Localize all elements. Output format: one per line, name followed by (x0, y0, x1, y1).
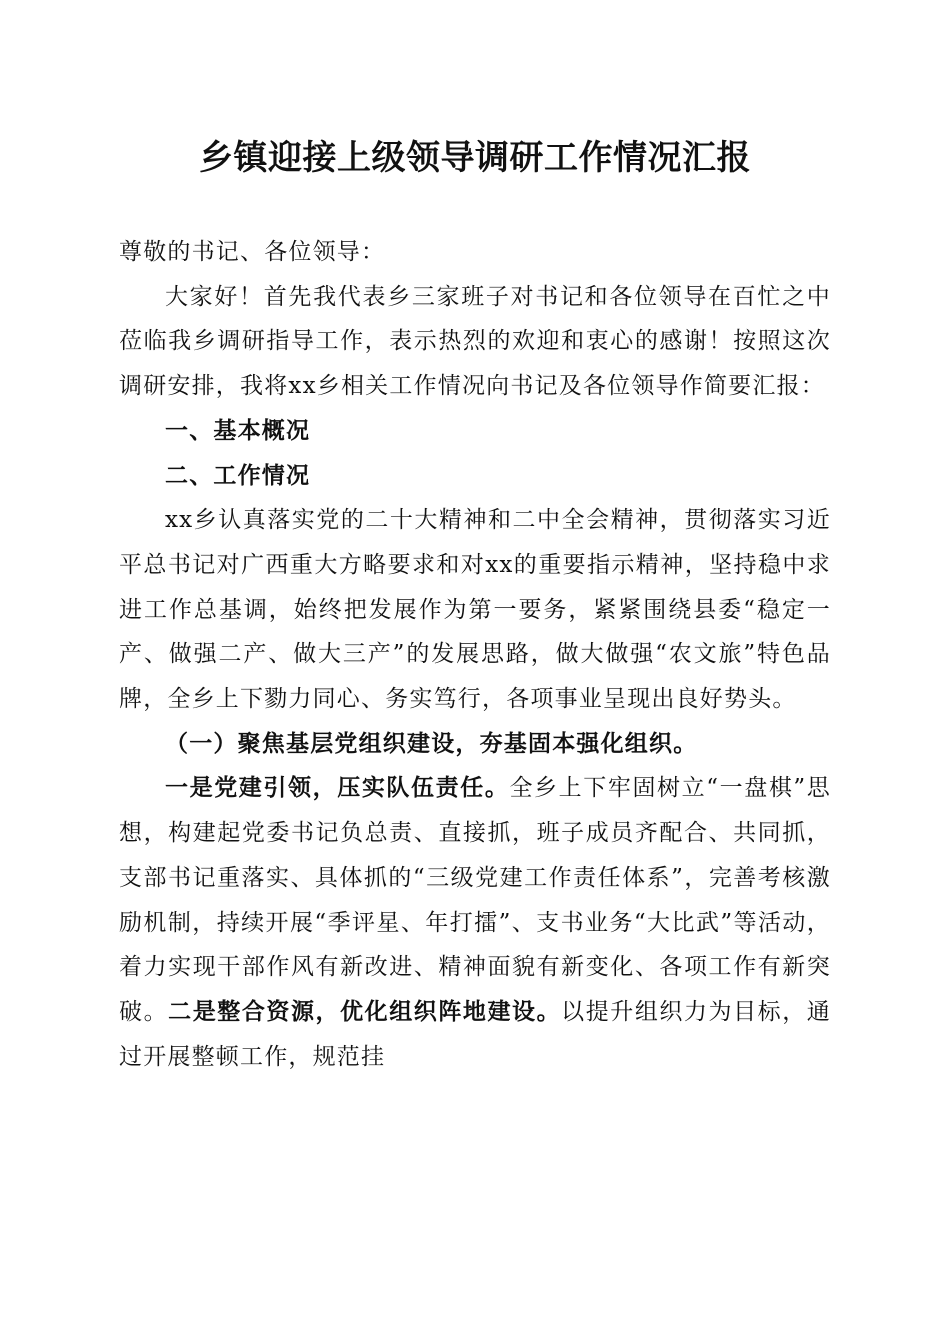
section-heading-work: 二、工作情况 (165, 462, 311, 489)
document-body (119, 230, 831, 1079)
body-sentence-2: 以提升组织力为目标，通过开展整顿工作，规范挂 (119, 998, 832, 1070)
salutation: 尊敬的书记、各位领导： (119, 239, 386, 265)
subsection-heading-party-building: （一）聚焦基层党组织建设，夯基固本强化组织。 (165, 729, 698, 757)
section-heading-overview: 一、基本概况 (165, 417, 311, 444)
document-title: 乡镇迎接上级领导调研工作情况汇报 (199, 138, 751, 178)
work-summary-paragraph: xx乡认真落实党的二十大精神和二中全会精神，贯彻落实习近平总书记对广西重大方略要求和对xx的重要指示精神，坚持稳中求进工作总基调，始终把发展作为第一要务，紧紧围绕县委“稳定一产、做强二产、做大三产”的发展思路，做大做强“农文旅”特色品牌，全乡上下勠力同心、务实笃行，各项事业呈现出良好势头。 (119, 507, 831, 713)
lead-sentence-1: 一是党建引领，压实队伍责任。 (165, 774, 510, 802)
body-sentence-1: 全乡上下牢固树立“一盘棋”思想，构建起党委书记负总责、直接抓，班子成员齐配合、共同抓，支部书记重落实、具体抓的“三级党建工作责任体系”，完善考核激励机制，持续开展“季评星、年打擂”、支书业务“大比武”等活动，着力实现干部作风有新改进、精神面貌有新变化、各项工作有新突破。 (119, 775, 831, 1025)
party-building-paragraph (119, 766, 831, 1079)
lead-sentence-2: 二是整合资源，优化组织阵地建设。 (168, 997, 562, 1025)
intro-paragraph: 大家好！首先我代表乡三家班子对书记和各位领导在百忙之中莅临我乡调研指导工作，表示热烈的欢迎和衷心的感谢！按照这次调研安排，我将xx乡相关工作情况向书记及各位领导作简要汇报： (119, 283, 831, 400)
